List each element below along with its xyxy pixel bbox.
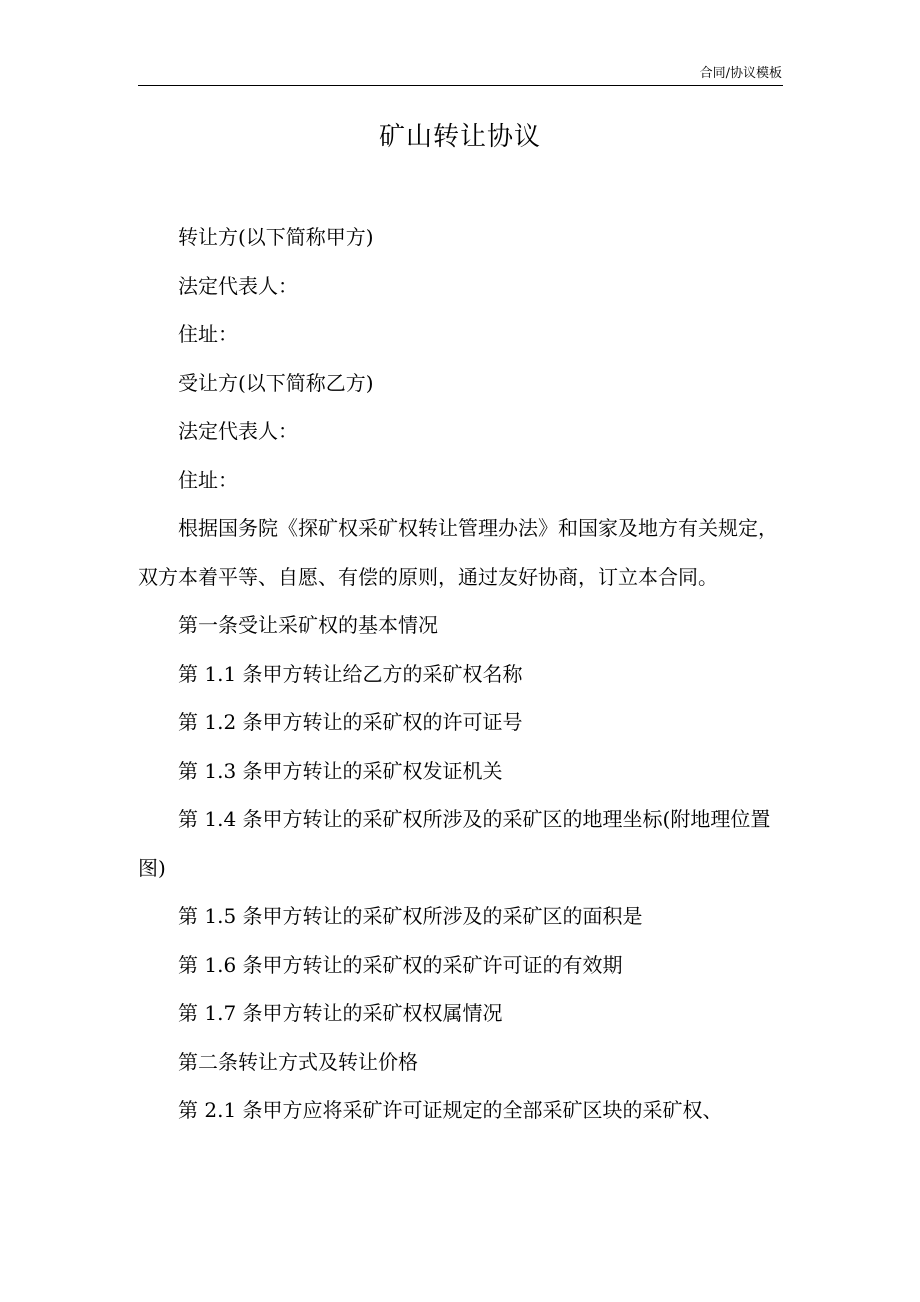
header-divider — [138, 85, 783, 86]
clause-1-5: 第 1.5 条甲方转让的采矿权所涉及的采矿区的面积是 — [178, 904, 643, 928]
article-2-heading: 第二条转让方式及转让价格 — [178, 1049, 418, 1074]
clause-1-4: 第 1.4 条甲方转让的采矿权所涉及的采矿区的地理坐标(附地理位置图) — [138, 807, 771, 880]
preamble-paragraph: 根据国务院《探矿权采矿权转让管理办法》和国家及地方有关规定，双方本着平等、自愿、有偿的原则，通过友好协商，订立本合同。 — [138, 516, 778, 589]
clause-1-2: 第 1.2 条甲方转让的采矿权的许可证号 — [178, 710, 523, 734]
party-b-label: 受让方(以下简称乙方) — [178, 370, 374, 395]
header-category: 合同/协议模板 — [699, 66, 782, 81]
party-a-representative: 法定代表人： — [178, 273, 298, 298]
party-b-representative: 法定代表人： — [178, 419, 298, 443]
party-b-address: 住址： — [178, 467, 238, 492]
clause-1-1: 第 1.1 条甲方转让给乙方的采矿权名称 — [178, 661, 523, 686]
party-a-label: 转让方(以下简称甲方) — [178, 225, 374, 249]
clause-1-3: 第 1.3 条甲方转让的采矿权发证机关 — [178, 758, 503, 783]
party-a-address: 住址： — [178, 322, 238, 346]
document-title: 矿山转让协议 — [378, 122, 541, 152]
clause-2-1: 第 2.1 条甲方应将采矿许可证规定的全部采矿区块的采矿权、 — [178, 1098, 723, 1122]
article-1-heading: 第一条受让采矿权的基本情况 — [178, 613, 438, 637]
clause-1-6: 第 1.6 条甲方转让的采矿权的采矿许可证的有效期 — [178, 952, 623, 977]
clause-1-7: 第 1.7 条甲方转让的采矿权权属情况 — [178, 1001, 503, 1025]
document-body — [138, 213, 783, 1135]
